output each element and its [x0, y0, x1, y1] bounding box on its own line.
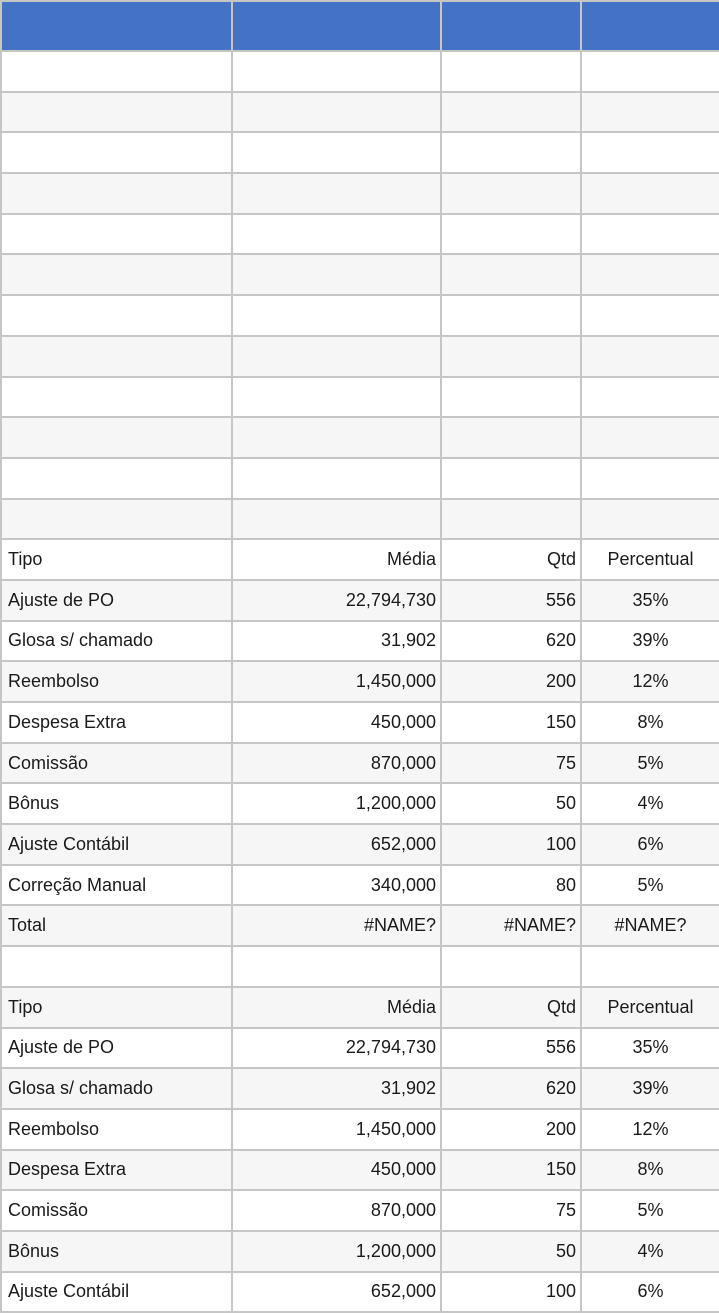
empty-cell[interactable] — [232, 946, 441, 987]
cell-tipo[interactable]: Total — [1, 905, 232, 946]
cell-tipo[interactable]: Glosa s/ chamado — [1, 1068, 232, 1109]
empty-cell[interactable] — [232, 377, 441, 418]
column-header-media[interactable]: Média — [232, 987, 441, 1028]
empty-cell[interactable] — [441, 458, 581, 499]
empty-cell[interactable] — [581, 336, 719, 377]
empty-cell[interactable] — [1, 377, 232, 418]
cell-media[interactable]: 22,794,730 — [232, 1028, 441, 1069]
cell-percentual-error[interactable]: #NAME? — [581, 905, 719, 946]
empty-cell[interactable] — [581, 295, 719, 336]
empty-cell[interactable] — [581, 499, 719, 540]
total-row — [1, 905, 719, 946]
cell-media[interactable]: 31,902 — [232, 621, 441, 662]
cell-tipo[interactable]: Ajuste de PO — [1, 580, 232, 621]
empty-cell[interactable] — [441, 51, 581, 92]
cell-qtd[interactable]: 75 — [441, 743, 581, 784]
blue-header-cell[interactable] — [441, 1, 581, 51]
column-header-tipo[interactable]: Tipo — [1, 539, 232, 580]
cell-media[interactable]: 652,000 — [232, 1272, 441, 1313]
table-row — [1, 865, 719, 906]
empty-cell[interactable] — [232, 92, 441, 133]
table-row — [1, 1109, 719, 1150]
cell-qtd-error[interactable]: #NAME? — [441, 905, 581, 946]
cell-qtd[interactable]: 620 — [441, 621, 581, 662]
cell-media[interactable]: 31,902 — [232, 1068, 441, 1109]
blue-header-cell[interactable] — [232, 1, 441, 51]
table-row — [1, 580, 719, 621]
cell-percentual[interactable]: 35% — [581, 1028, 719, 1069]
cell-qtd[interactable]: 50 — [441, 783, 581, 824]
empty-cell[interactable] — [232, 132, 441, 173]
empty-cell[interactable] — [1, 173, 232, 214]
cell-media[interactable]: 1,200,000 — [232, 1231, 441, 1272]
empty-row — [1, 417, 719, 458]
cell-media[interactable]: 870,000 — [232, 743, 441, 784]
empty-cell[interactable] — [1, 254, 232, 295]
empty-cell[interactable] — [581, 254, 719, 295]
cell-tipo[interactable]: Bônus — [1, 1231, 232, 1272]
table-row — [1, 1231, 719, 1272]
empty-row — [1, 499, 719, 540]
column-header-media[interactable]: Média — [232, 539, 441, 580]
cell-tipo[interactable]: Correção Manual — [1, 865, 232, 906]
table-row — [1, 1190, 719, 1231]
empty-cell[interactable] — [581, 458, 719, 499]
cell-tipo[interactable]: Reembolso — [1, 661, 232, 702]
cell-tipo[interactable]: Ajuste Contábil — [1, 1272, 232, 1313]
empty-cell[interactable] — [441, 946, 581, 987]
empty-cell[interactable] — [1, 946, 232, 987]
cell-tipo[interactable]: Despesa Extra — [1, 1150, 232, 1191]
empty-cell[interactable] — [441, 295, 581, 336]
table-row — [1, 1272, 719, 1313]
cell-media[interactable]: 340,000 — [232, 865, 441, 906]
column-header-qtd[interactable]: Qtd — [441, 539, 581, 580]
cell-tipo[interactable]: Glosa s/ chamado — [1, 621, 232, 662]
cell-percentual[interactable]: 8% — [581, 1150, 719, 1191]
empty-cell[interactable] — [581, 946, 719, 987]
empty-cell[interactable] — [441, 336, 581, 377]
cell-qtd[interactable]: 75 — [441, 1190, 581, 1231]
cell-media[interactable]: 1,450,000 — [232, 661, 441, 702]
cell-percentual[interactable]: 4% — [581, 783, 719, 824]
cell-percentual[interactable]: 6% — [581, 824, 719, 865]
cell-percentual[interactable]: 4% — [581, 1231, 719, 1272]
cell-percentual[interactable]: 12% — [581, 1109, 719, 1150]
empty-cell[interactable] — [581, 51, 719, 92]
cell-qtd[interactable]: 150 — [441, 1150, 581, 1191]
table-row — [1, 783, 719, 824]
cell-media[interactable]: 1,200,000 — [232, 783, 441, 824]
cell-media[interactable]: 450,000 — [232, 702, 441, 743]
table-row — [1, 702, 719, 743]
column-header-percentual[interactable]: Percentual — [581, 539, 719, 580]
cell-media[interactable]: 1,450,000 — [232, 1109, 441, 1150]
cell-percentual[interactable]: 39% — [581, 1068, 719, 1109]
cell-qtd[interactable]: 80 — [441, 865, 581, 906]
cell-media[interactable]: 22,794,730 — [232, 580, 441, 621]
empty-cell[interactable] — [441, 214, 581, 255]
empty-cell[interactable] — [1, 295, 232, 336]
cell-percentual[interactable]: 5% — [581, 743, 719, 784]
empty-cell[interactable] — [232, 336, 441, 377]
empty-cell[interactable] — [1, 458, 232, 499]
cell-qtd[interactable]: 200 — [441, 661, 581, 702]
empty-row — [1, 946, 719, 987]
cell-qtd[interactable]: 556 — [441, 1028, 581, 1069]
empty-row — [1, 295, 719, 336]
empty-cell[interactable] — [1, 51, 232, 92]
empty-cell[interactable] — [232, 499, 441, 540]
empty-row — [1, 336, 719, 377]
cell-qtd[interactable]: 556 — [441, 580, 581, 621]
empty-cell[interactable] — [1, 132, 232, 173]
cell-tipo[interactable]: Comissão — [1, 743, 232, 784]
cell-qtd[interactable]: 50 — [441, 1231, 581, 1272]
empty-cell[interactable] — [441, 417, 581, 458]
cell-tipo[interactable]: Comissão — [1, 1190, 232, 1231]
empty-cell[interactable] — [1, 417, 232, 458]
empty-row — [1, 254, 719, 295]
empty-cell[interactable] — [581, 92, 719, 133]
empty-cell[interactable] — [232, 214, 441, 255]
cell-percentual[interactable]: 5% — [581, 1190, 719, 1231]
cell-media[interactable]: 450,000 — [232, 1150, 441, 1191]
empty-cell[interactable] — [232, 295, 441, 336]
empty-cell[interactable] — [441, 132, 581, 173]
cell-percentual[interactable]: 39% — [581, 621, 719, 662]
cell-percentual[interactable]: 12% — [581, 661, 719, 702]
empty-cell[interactable] — [581, 377, 719, 418]
cell-media[interactable]: 870,000 — [232, 1190, 441, 1231]
cell-percentual[interactable]: 5% — [581, 865, 719, 906]
empty-cell[interactable] — [441, 92, 581, 133]
empty-row — [1, 377, 719, 418]
blue-header-cell[interactable] — [581, 1, 719, 51]
cell-tipo[interactable]: Ajuste de PO — [1, 1028, 232, 1069]
table2-header-row — [1, 987, 719, 1028]
blue-header-cell[interactable] — [1, 1, 232, 51]
column-header-tipo[interactable]: Tipo — [1, 987, 232, 1028]
cell-qtd[interactable]: 100 — [441, 824, 581, 865]
empty-cell[interactable] — [441, 173, 581, 214]
cell-qtd[interactable]: 620 — [441, 1068, 581, 1109]
empty-row — [1, 214, 719, 255]
table1-header-row — [1, 539, 719, 580]
empty-cell[interactable] — [232, 254, 441, 295]
cell-media[interactable]: 652,000 — [232, 824, 441, 865]
empty-cell[interactable] — [441, 254, 581, 295]
table-row — [1, 1028, 719, 1069]
cell-qtd[interactable]: 100 — [441, 1272, 581, 1313]
empty-cell[interactable] — [1, 336, 232, 377]
empty-cell[interactable] — [232, 417, 441, 458]
cell-percentual[interactable]: 35% — [581, 580, 719, 621]
empty-cell[interactable] — [1, 92, 232, 133]
column-header-qtd[interactable]: Qtd — [441, 987, 581, 1028]
cell-qtd[interactable]: 200 — [441, 1109, 581, 1150]
empty-cell[interactable] — [581, 132, 719, 173]
empty-cell[interactable] — [232, 458, 441, 499]
cell-tipo[interactable]: Bônus — [1, 783, 232, 824]
empty-row — [1, 51, 719, 92]
empty-cell[interactable] — [581, 214, 719, 255]
empty-cell[interactable] — [1, 499, 232, 540]
table-row — [1, 1068, 719, 1109]
table-row — [1, 1150, 719, 1191]
cell-tipo[interactable]: Despesa Extra — [1, 702, 232, 743]
blue-header-row — [1, 1, 719, 51]
empty-row — [1, 173, 719, 214]
empty-cell[interactable] — [1, 214, 232, 255]
empty-cell[interactable] — [441, 499, 581, 540]
cell-qtd[interactable]: 150 — [441, 702, 581, 743]
empty-cell[interactable] — [581, 173, 719, 214]
cell-tipo[interactable]: Reembolso — [1, 1109, 232, 1150]
table-row — [1, 743, 719, 784]
column-header-percentual[interactable]: Percentual — [581, 987, 719, 1028]
cell-tipo[interactable]: Ajuste Contábil — [1, 824, 232, 865]
empty-row — [1, 458, 719, 499]
cell-percentual[interactable]: 6% — [581, 1272, 719, 1313]
empty-row — [1, 92, 719, 133]
cell-percentual[interactable]: 8% — [581, 702, 719, 743]
empty-cell[interactable] — [441, 377, 581, 418]
empty-cell[interactable] — [232, 173, 441, 214]
table-row — [1, 824, 719, 865]
empty-row — [1, 132, 719, 173]
cell-media-error[interactable]: #NAME? — [232, 905, 441, 946]
table-row — [1, 621, 719, 662]
table-row — [1, 661, 719, 702]
empty-cell[interactable] — [232, 51, 441, 92]
empty-cell[interactable] — [581, 417, 719, 458]
